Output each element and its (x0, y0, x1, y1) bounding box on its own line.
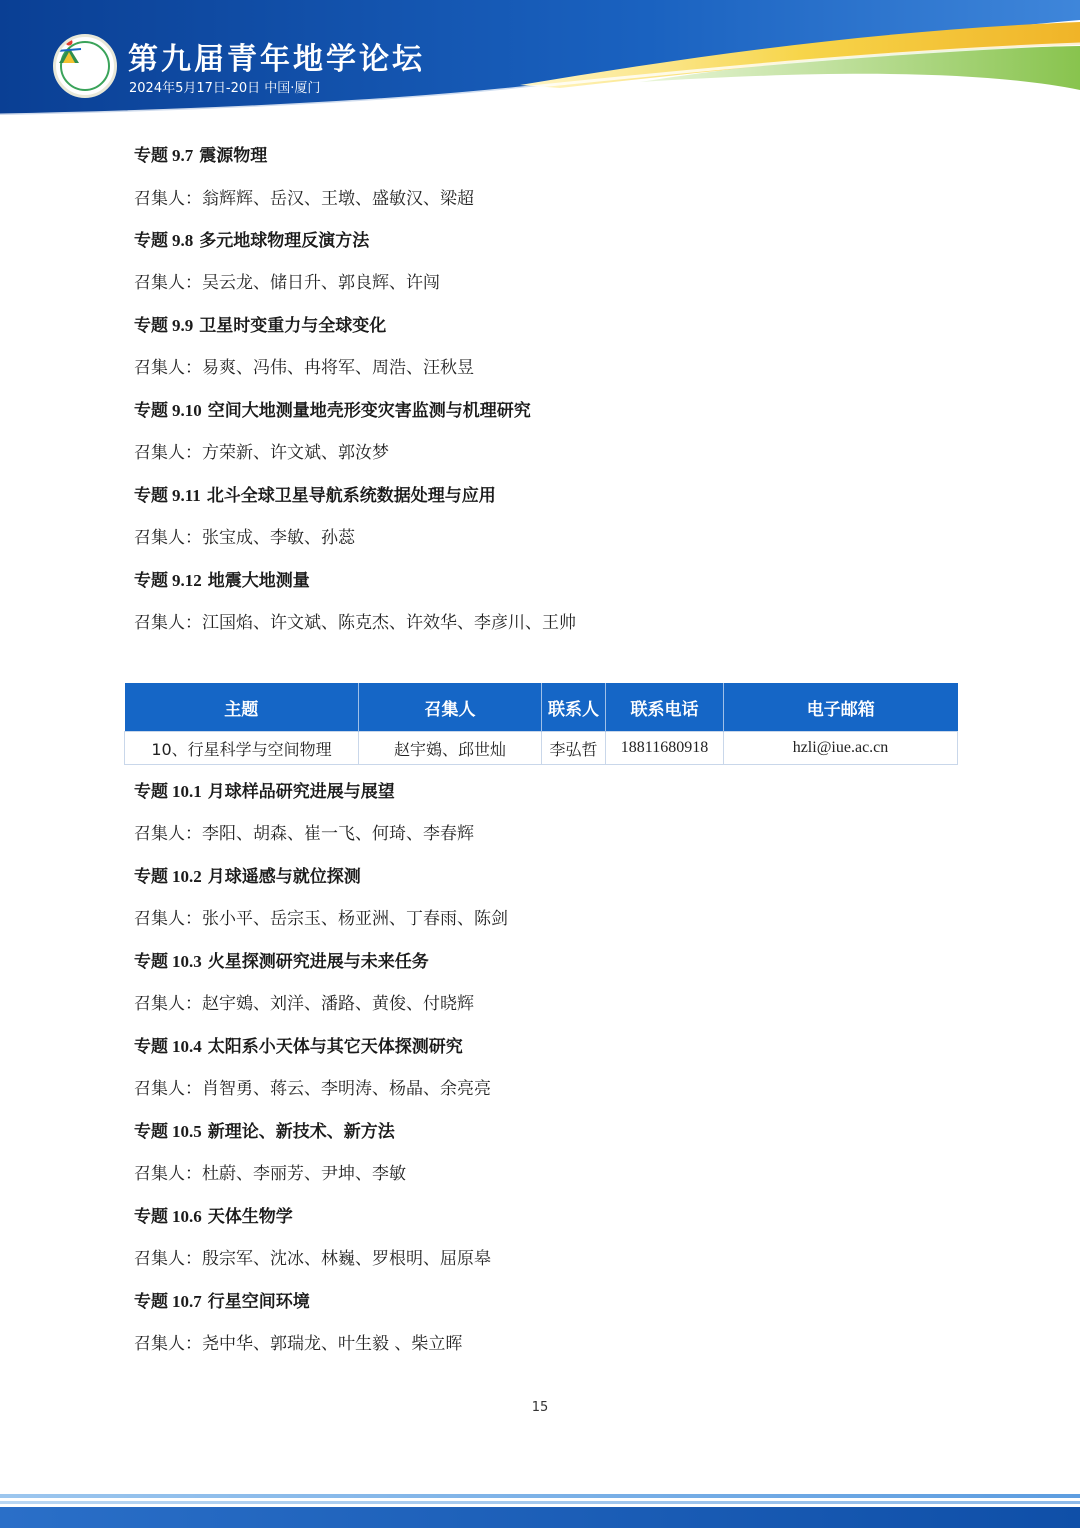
header-phone: 联系电话 (606, 683, 724, 732)
table-header-row (125, 683, 958, 732)
topic-conveners: 召集人：方荣新、许文斌、郭汝梦 (134, 443, 389, 463)
cell-conveners: 赵宇鴳、邱世灿 (359, 732, 542, 765)
cell-contact: 李弘哲 (542, 732, 606, 765)
topic-title: 专题 9.12 地震大地测量 (134, 571, 310, 591)
topic-conveners: 召集人：赵宇鴳、刘洋、潘路、黄俊、付晓辉 (134, 994, 474, 1014)
table-row (125, 732, 958, 765)
page-number: 15 (531, 1400, 549, 1415)
topic-conveners: 召集人：张宝成、李敏、孙蕊 (134, 528, 355, 548)
topic-title: 专题 10.2 月球遥感与就位探测 (134, 867, 361, 887)
topic-conveners: 召集人：李阳、胡森、崔一飞、何琦、李春辉 (134, 824, 474, 844)
footer-stripes (0, 1490, 1080, 1528)
header-theme: 主题 (125, 683, 359, 732)
topic-title: 专题 10.4 太阳系小天体与其它天体探测研究 (134, 1037, 463, 1057)
topic-title: 专题 9.9 卫星时变重力与全球变化 (134, 316, 387, 336)
topic-conveners: 召集人：吴云龙、储日升、郭良辉、许闯 (134, 273, 440, 293)
forum-date-location: 2024年5月17日-20日 中国·厦门 (129, 81, 321, 96)
topic-title: 专题 9.11 北斗全球卫星导航系统数据处理与应用 (134, 486, 496, 506)
topic-conveners: 召集人：张小平、岳宗玉、杨亚洲、丁春雨、陈剑 (134, 909, 508, 929)
forum-logo (53, 34, 117, 98)
topic-conveners: 召集人：翁辉辉、岳汉、王墩、盛敏汉、梁超 (134, 189, 474, 209)
topic-title: 专题 10.7 行星空间环境 (134, 1292, 310, 1312)
topic-title: 专题 10.6 天体生物学 (134, 1207, 293, 1227)
topic-title: 专题 9.8 多元地球物理反演方法 (134, 231, 370, 251)
header-banner (0, 0, 1080, 125)
theme-info-table (124, 683, 958, 765)
topic-conveners: 召集人：尧中华、郭瑞龙、叶生毅 、柴立晖 (134, 1334, 463, 1354)
topic-conveners: 召集人：杜蔚、李丽芳、尹坤、李敏 (134, 1164, 406, 1184)
topic-title: 专题 9.7 震源物理 (134, 146, 268, 166)
topic-conveners: 召集人：殷宗军、沈冰、林巍、罗根明、屈原皋 (134, 1249, 491, 1269)
cell-email[interactable]: hzli@iue.ac.cn (724, 732, 958, 765)
topic-conveners: 召集人：肖智勇、蒋云、李明涛、杨晶、余亮亮 (134, 1079, 491, 1099)
forum-title: 第九届青年地学论坛 (128, 42, 425, 77)
topic-title: 专题 10.1 月球样品研究进展与展望 (134, 782, 395, 802)
topic-conveners: 召集人：江国焰、许文斌、陈克杰、许效华、李彦川、王帅 (134, 613, 576, 633)
topic-title: 专题 10.5 新理论、新技术、新方法 (134, 1122, 395, 1142)
topic-conveners: 召集人：易爽、冯伟、冉将军、周浩、汪秋昱 (134, 358, 474, 378)
header-contact: 联系人 (542, 683, 606, 732)
topic-title: 专题 9.10 空间大地测量地壳形变灾害监测与机理研究 (134, 401, 531, 421)
header-email: 电子邮箱 (724, 683, 958, 732)
header-conveners: 召集人 (359, 683, 542, 732)
cell-theme: 10、行星科学与空间物理 (125, 732, 359, 765)
topic-title: 专题 10.3 火星探测研究进展与未来任务 (134, 952, 429, 972)
cell-phone: 18811680918 (606, 732, 724, 765)
